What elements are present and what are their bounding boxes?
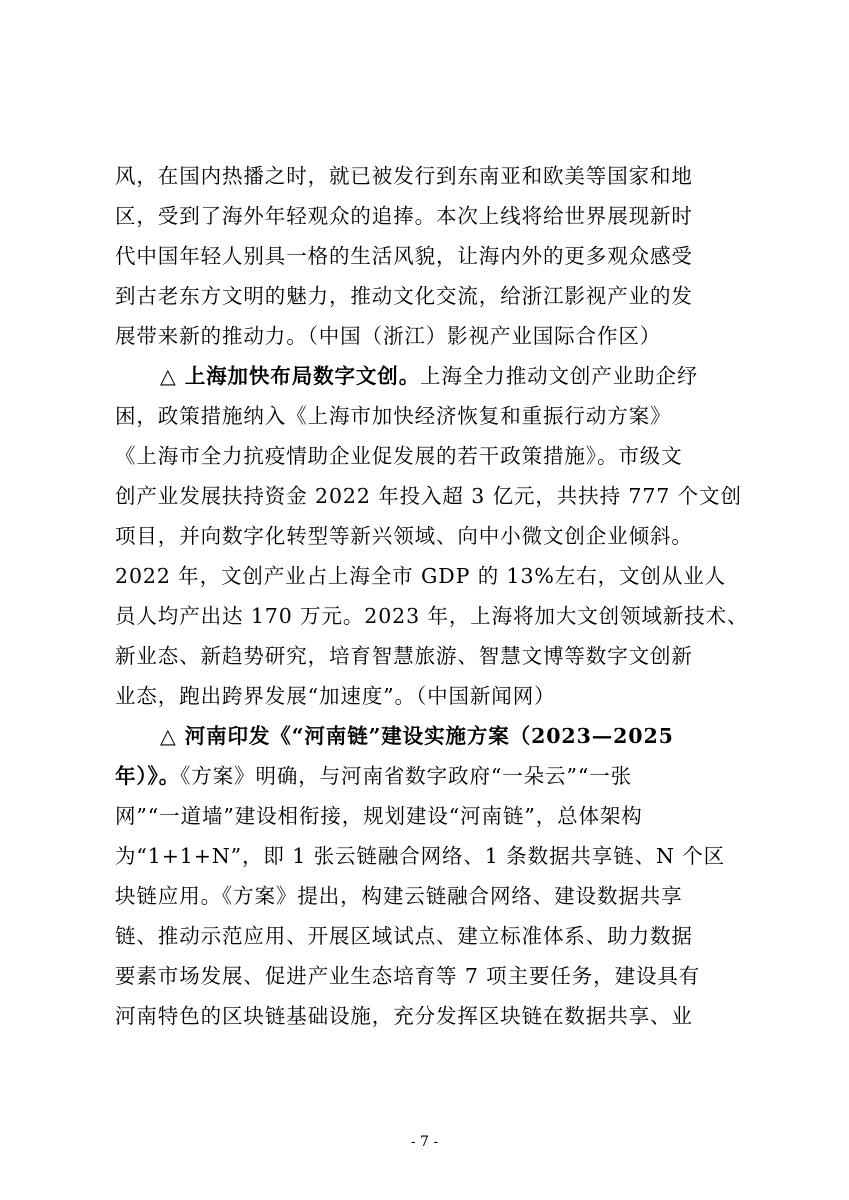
paragraph-2-line-5: 项目，并向数字化转型等新兴领域、向中小微文创企业倾斜。 (115, 524, 693, 548)
paragraph-1-line-1: 风，在国内热播之时，就已被发行到东南亚和欧美等国家和地 (115, 164, 693, 188)
paragraph-2-heading: △ 上海加快布局数字文创。 (160, 364, 421, 388)
page-number: - 7 - (410, 1134, 439, 1150)
paragraph-3-line-5: 链、推动示范应用、开展区域试点、建立标准体系、助力数据 (115, 924, 693, 948)
paragraph-3-line-1 (115, 756, 632, 796)
paragraph-2-line-1 (160, 356, 698, 396)
paragraph-2-line-4: 创产业发展扶持资金 2022 年投入超 3 亿元，共扶持 777 个文创 (115, 484, 742, 508)
paragraph-3-line-3: 为“1+1+N”，即 1 张云链融合网络、1 条数据共享链、N 个区 (115, 844, 726, 868)
paragraph-1-line-4: 到古老东方文明的魅力，推动文化交流，给浙江影视产业的发 (115, 284, 693, 308)
paragraph-1-line-5: 展带来新的推动力。（中国（浙江）影视产业国际合作区） (115, 324, 662, 348)
paragraph-1-line-3: 代中国年轻人别具一格的生活风貌，让海内外的更多观众感受 (115, 244, 693, 268)
paragraph-1-line-2: 区，受到了海外年轻观众的追捧。本次上线将给世界展现新时 (115, 204, 693, 228)
paragraph-2-line-3: 《上海市全力抗疫情助企业促发展的若干政策措施》。市级文 (115, 444, 683, 468)
paragraph-3-line-6: 要素市场发展、促进产业生态培育等 7 项主要任务，建设具有 (115, 964, 701, 988)
paragraph-2-line-8: 新业态、新趋势研究，培育智慧旅游、智慧文博等数字文创新 (115, 644, 693, 668)
paragraph-2-line-9: 业态，跑出跨界发展“加速度”。（中国新闻网） (115, 684, 556, 708)
paragraph-3-heading-line-2: 年）》。 (115, 764, 181, 788)
paragraph-3-line-7: 河南特色的区块链基础设施，充分发挥区块链在数据共享、业 (115, 1004, 693, 1028)
paragraph-3-line-2: 网”“一道墙”建设相衔接，规划建设“河南链”，总体架构 (115, 804, 643, 828)
paragraph-3-line-1-text: 《方案》明确，与河南省数字政府“一朵云”“一张 (180, 764, 632, 788)
paragraph-2-line-1-text: 上海全力推动文创产业助企纾 (420, 364, 699, 388)
paragraph-3-heading-line-1: △ 河南印发《“河南链”建设实施方案（2023—2025 (160, 724, 674, 748)
paragraph-2-line-7: 员人均产出达 170 万元。2023 年，上海将加大文创领域新技术、 (115, 604, 749, 628)
paragraph-3-line-4: 块链应用。《方案》提出，构建云链融合网络、建设数据共享 (115, 884, 683, 908)
paragraph-2-line-6: 2022 年，文创产业占上海全市 GDP 的 13%左右，文创从业人 (115, 564, 727, 588)
paragraph-2-line-2: 困，政策措施纳入《上海市加快经济恢复和重振行动方案》 (115, 404, 672, 428)
